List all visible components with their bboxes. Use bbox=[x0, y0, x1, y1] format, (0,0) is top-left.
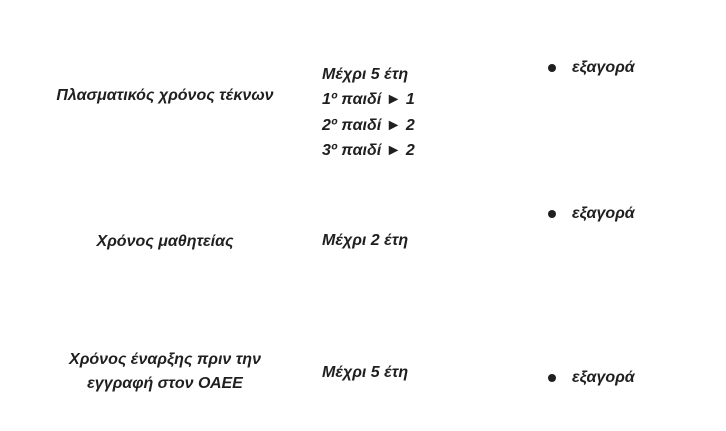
row3-label bbox=[10, 348, 320, 396]
row-label-line: Χρόνος έναρξης πριν την bbox=[69, 351, 261, 368]
detail-line: Μέχρι 2 έτη bbox=[322, 232, 409, 249]
row1-label bbox=[10, 86, 320, 105]
row3-details bbox=[322, 360, 408, 385]
detail-line: Μέχρι 5 έτη bbox=[322, 66, 409, 83]
row1-details bbox=[322, 62, 415, 164]
bullet-dot-icon bbox=[548, 374, 556, 382]
row-label-line: Χρόνος μαθητείας bbox=[96, 233, 234, 250]
detail-line: 2º παιδί ► 2 bbox=[322, 116, 415, 134]
row2-details bbox=[322, 228, 408, 253]
row-label-line: εγγραφή στον ΟΑΕΕ bbox=[87, 375, 243, 392]
row2-bullet-item bbox=[548, 204, 635, 223]
row-label-line: Πλασματικός χρόνος τέκνων bbox=[56, 87, 274, 104]
bullet-dot-icon bbox=[548, 210, 556, 218]
row1-bullet-item bbox=[548, 58, 635, 77]
row3-bullet-item bbox=[548, 368, 635, 387]
bullet-label: εξαγορά bbox=[572, 205, 635, 222]
bullet-label: εξαγορά bbox=[572, 369, 635, 386]
row2-label bbox=[10, 232, 320, 251]
bullet-dot-icon bbox=[548, 64, 556, 72]
detail-line: Μέχρι 5 έτη bbox=[322, 364, 409, 381]
bullet-label: εξαγορά bbox=[572, 59, 635, 76]
detail-line: 1º παιδί ► 1 bbox=[322, 91, 415, 109]
detail-line: 3º παιδί ► 2 bbox=[322, 142, 415, 160]
